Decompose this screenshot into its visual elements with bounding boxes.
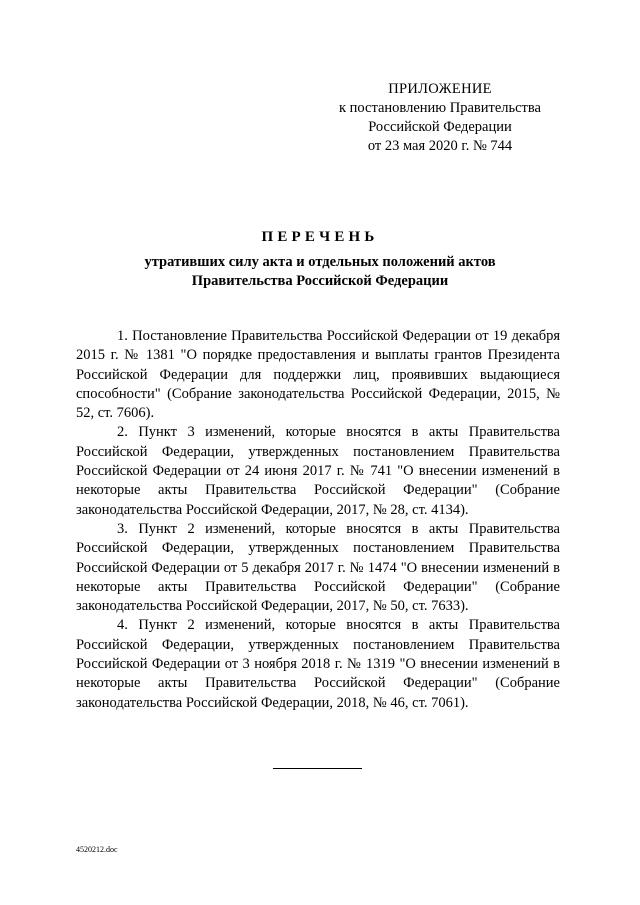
list-item: 2. Пункт 3 изменений, которые вносятся в акты Правительства Российской Федерации, утвержденных постановлением Правительства Российской Федерации от 24 июня 2017 г. № 741 "О внесении изменений в некоторые акты Правительства Российской Федерации" (Собрание законодательства Российской Федерации, 2017, № 28, ст. 4134). bbox=[76, 424, 560, 518]
subheading-line-1: утративших силу акта и отдельных положений актов bbox=[144, 254, 496, 270]
list-item: 1. Постановление Правительства Российской Федерации от 19 декабря 2015 г. № 1381 "О порядке предоставления и выплаты грантов Президента Российской Федерации для поддержки лиц, проявивших выдающиеся способности" (Собрание законодательства Российской Федерации, 2015, № 52, ст. 7606). bbox=[76, 328, 560, 422]
subheading-line-2: Правительства Российской Федерации bbox=[191, 273, 449, 289]
appendix-block bbox=[300, 80, 580, 156]
document-subheading bbox=[0, 253, 640, 291]
items-list bbox=[76, 327, 560, 713]
appendix-line-decree: к постановлению Правительства bbox=[339, 100, 541, 116]
appendix-line-date-number: от 23 мая 2020 г. № 744 bbox=[367, 138, 513, 154]
footer-file-name: 4520212.doc bbox=[76, 845, 118, 854]
list-item: 4. Пункт 2 изменений, которые вносятся в акты Правительства Российской Федерации, утвержденных постановлением Правительства Российской Федерации от 3 ноября 2018 г. № 1319 "О внесении изменений в некоторые акты Правительства Российской Федерации" (Собрание законодательства Российской Федерации, 2018, № 46, ст. 7061). bbox=[76, 617, 560, 711]
appendix-line-federation: Российской Федерации bbox=[368, 119, 512, 135]
document-heading: ПЕРЕЧЕНЬ bbox=[261, 229, 379, 245]
closing-rule bbox=[273, 768, 362, 769]
appendix-title: ПРИЛОЖЕНИЕ bbox=[388, 81, 492, 97]
list-item: 3. Пункт 2 изменений, которые вносятся в акты Правительства Российской Федерации, утвержденных постановлением Правительства Российской Федерации от 5 декабря 2017 г. № 1474 "О внесении изменений в некоторые акты Правительства Российской Федерации" (Собрание законодательства Российской Федерации, 2017, № 50, ст. 7633). bbox=[76, 520, 560, 615]
